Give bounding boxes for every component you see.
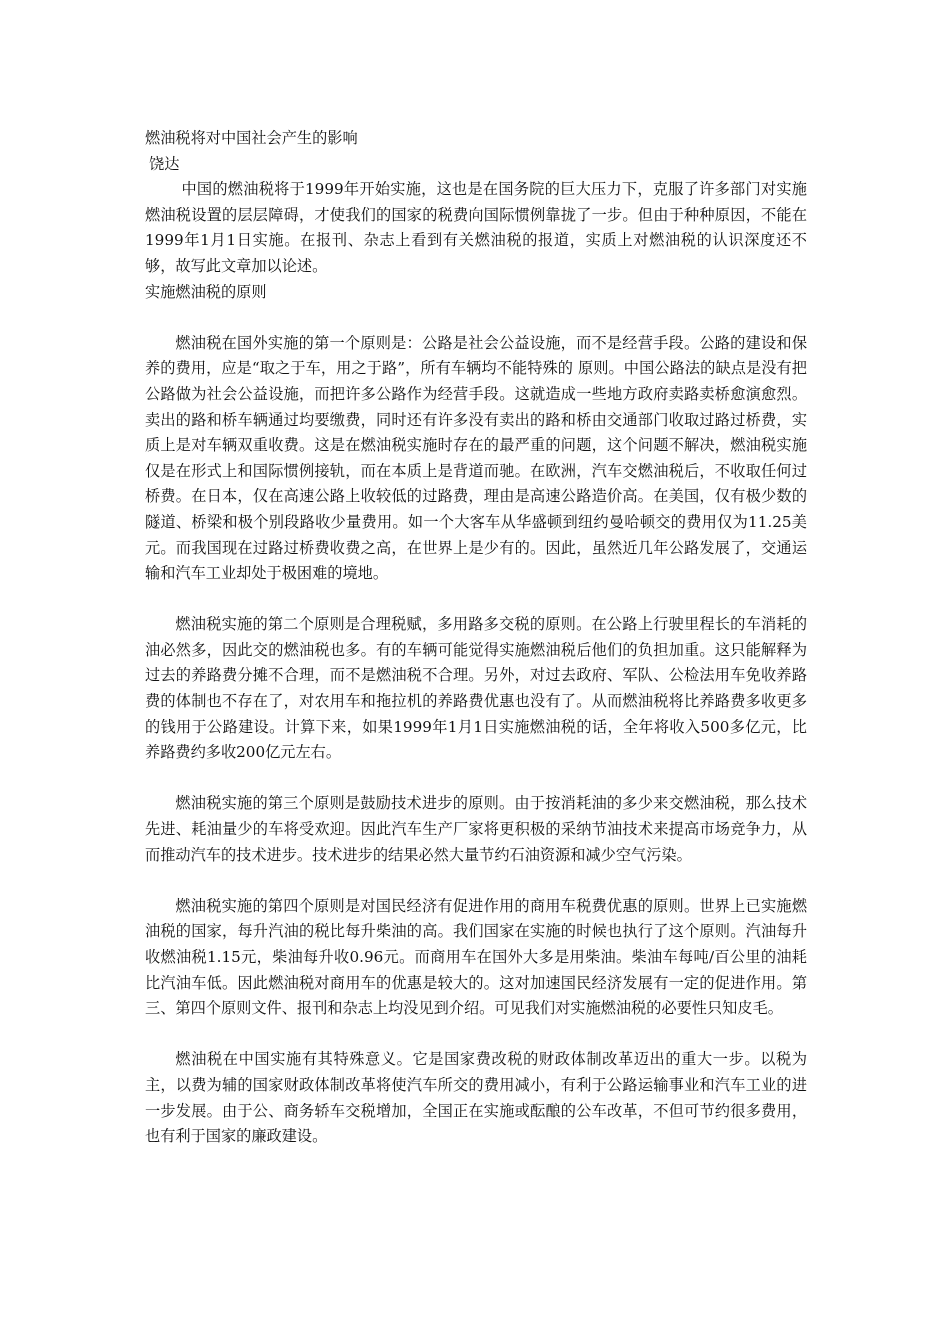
paragraph-significance: 燃油税在中国实施有其特殊意义。它是国家费改税的财政体制改革迈出的重大一步。以税为主，以费为辅的国家财政体制改革将使汽车所交的费用减小，有利于公路运输事业和汽车工业的进一步发展。由于公、商务轿车交税增加，全国正在实施或酝酿的公车改革，不但可节约很多费用，也有利于国家的廉政建设。 xyxy=(145,1050,807,1146)
author-name: 饶达 xyxy=(149,154,180,173)
paragraph-principle-1: 燃油税在国外实施的第一个原则是：公路是社会公益设施，而不是经营手段。公路的建设和保养的费用，应是“取之于车，用之于路”，所有车辆均不能特殊的 原则。中国公路法的缺点是没有把公路做为社会公益设施，而把许多公路作为经营手段。这就造成一些地方政府卖路卖桥愈演愈烈。卖出的路和桥车辆通过均要缴费，同时还有许多没有卖出的路和桥由交通部门收取过路过桥费，实质上是对车辆双重收费。这是在燃油税实施时存在的最严重的问题，这个问题不解决，燃油税实施仅是在形式上和国际惯例接轨，而在本质上是背道而驰。在欧洲，汽车交燃油税后，不收取任何过桥费。在日本，仅在高速公路上收较低的过路费，理由是高速公路造价高。在美国，仅有极少数的隧道、桥梁和极个别段路收少量费用。如一个大客车从华盛顿到纽约曼哈顿交的费用仅为11.25美元。而我国现在过路过桥费收费之高，在世界上是少有的。因此，虽然近几年公路发展了，交通运输和汽车工业却处于极困难的境地。 xyxy=(145,333,807,583)
paragraph-spacer xyxy=(145,766,807,792)
paragraph-principle-3: 燃油税实施的第三个原则是鼓励技术进步的原则。由于按消耗油的多少来交燃油税，那么技术先进、耗油量少的车将受欢迎。因此汽车生产厂家将更积极的采纳节油技术来提高市场竞争力，从而推动汽车的技术进步。技术进步的结果必然大量节约石油资源和减少空气污染。 xyxy=(145,794,807,864)
document-page xyxy=(145,126,807,1150)
paragraph-principle-4: 燃油税实施的第四个原则是对国民经济有促进作用的商用车税费优惠的原则。世界上已实施燃油税的国家，每升汽油的税比每升柴油的高。我们国家在实施的时候也执行了这个原则。汽油每升收燃油税1.15元，柴油每升收0.96元。而商用车在国外大多是用柴油。柴油车每吨/百公里的油耗比汽油车低。因此燃油税对商用车的优惠是较大的。这对加速国民经济发展有一定的促进作用。第三、第四个原则文件、报刊和杂志上均没见到介绍。可见我们对实施燃油税的必要性只知皮毛。 xyxy=(145,896,807,1018)
paragraph-principle-2: 燃油税实施的第二个原则是合理税赋，多用路多交税的原则。在公路上行驶里程长的车消耗的油必然多，因此交的燃油税也多。有的车辆可能觉得实施燃油税后他们的负担加重。这只能解释为过去的养路费分摊不合理，而不是燃油税不合理。另外，对过去政府、军队、公检法用车免收养路费的体制也不存在了，对农用车和拖拉机的养路费优惠也没有了。从而燃油税将比养路费多收更多的钱用于公路建设。计算下来，如果1999年1月1日实施燃油税的话，全年将收入500多亿元，比养路费约多收200亿元左右。 xyxy=(145,615,807,762)
intro-paragraph: 中国的燃油税将于1999年开始实施，这也是在国务院的巨大压力下，克服了许多部门对实施燃油税设置的层层障碍，才使我们的国家的税费向国际惯例靠拢了一步。但由于种种原因，不能在1999年1月1日实施。在报刊、杂志上看到有关燃油税的报道，实质上对燃油税的认识深度还不够，故写此文章加以论述。 xyxy=(145,180,807,275)
section-heading: 实施燃油税的原则 xyxy=(145,282,267,301)
document-title: 燃油税将对中国社会产生的影响 xyxy=(145,129,358,147)
paragraph-spacer xyxy=(145,868,807,894)
paragraph-spacer xyxy=(145,305,807,331)
paragraph-spacer xyxy=(145,587,807,613)
paragraph-spacer xyxy=(145,1022,807,1048)
